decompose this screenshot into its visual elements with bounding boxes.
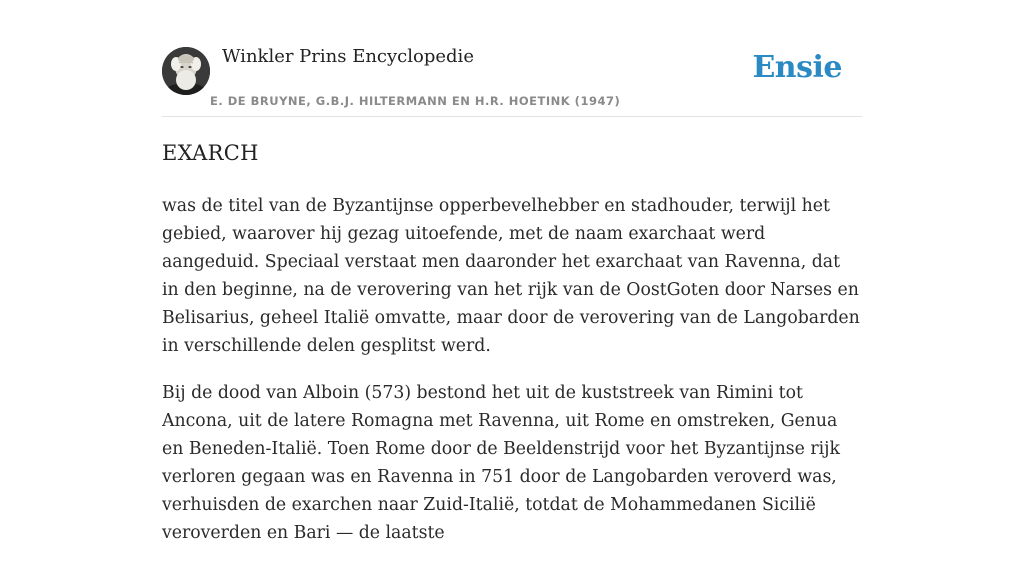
author-portrait[interactable] <box>162 47 210 95</box>
authors-line: E. DE BRUYNE, G.B.J. HILTERMANN EN H.R. HOETINK (1947) <box>210 94 621 108</box>
article-title: EXARCH <box>162 141 259 165</box>
article-body <box>162 192 862 566</box>
article-paragraph: Bij de dood van Alboin (573) bestond het uit de kuststreek van Rimini tot Ancona, uit de latere Romagna met Ravenna, uit Rome en omstreken, Genua en Beneden-Italië. Toen Rome door de Beeldenstrijd voor het Byzantijnse rijk verloren gegaan was en Ravenna in 751 door de Langobarden veroverd was, verhuisden de exarchen naar Zuid-Italië, totdat de Mohammedanen Sicilië veroverden en Bari — de laatste <box>162 383 841 543</box>
portrait-image <box>162 47 210 95</box>
ensie-logo[interactable]: Ensie <box>752 50 842 85</box>
header <box>162 0 862 117</box>
book-title[interactable]: Winkler Prins Encyclopedie <box>222 46 474 67</box>
article-paragraph: was de titel van de Byzantijnse opperbevelhebber en stadhouder, terwijl het gebied, waarover hij gezag uitoefende, met de naam exarchaat werd aangeduid. Speciaal verstaat men daaronder het exarchaat van Ravenna, dat in den beginne, na de verovering van het rijk van de OostGoten door Narses en Belisarius, geheel Italië omvatte, maar door de verovering van de Langobarden in verschillende delen gesplitst werd. <box>162 196 860 356</box>
page-container <box>162 0 862 543</box>
